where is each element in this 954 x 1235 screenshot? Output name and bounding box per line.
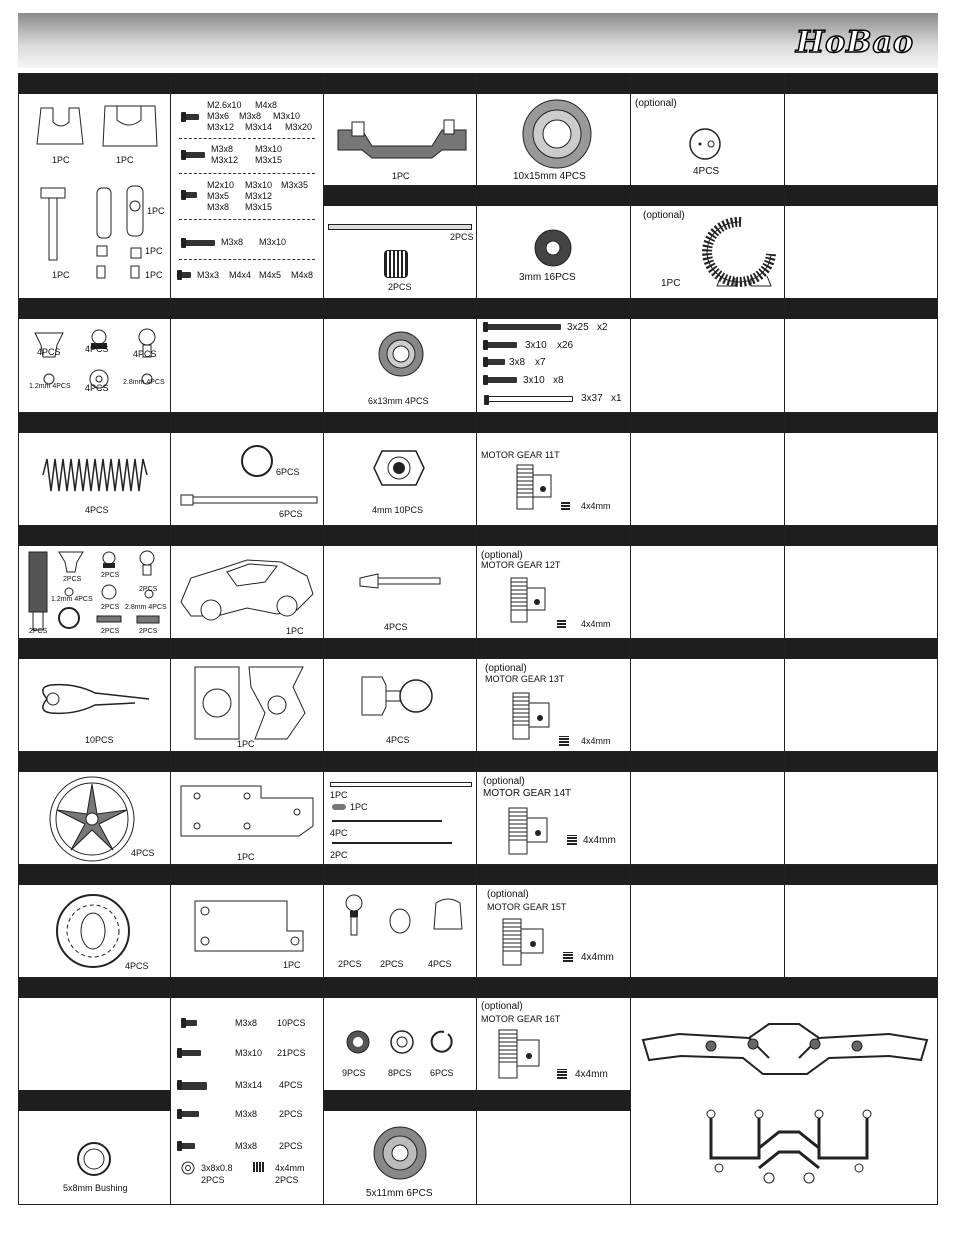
shaft-drawing	[328, 224, 472, 230]
screw-size: 3x37	[581, 393, 603, 404]
part-qty: 4PCS	[85, 383, 109, 393]
brace-drawing	[332, 114, 472, 164]
part-cell-bushing	[18, 1090, 171, 1205]
screw-size: M3x20	[285, 122, 313, 132]
parts-grid	[18, 73, 938, 1205]
part-qty: 1PC	[286, 626, 304, 636]
part-cell-shock-assembly	[18, 525, 171, 639]
steering-arms-drawing	[37, 184, 147, 284]
part-cell-empty	[784, 864, 938, 978]
part-cell-tires	[18, 864, 171, 978]
part-header	[785, 413, 937, 433]
part-cell-motor-gear-15t	[476, 864, 631, 978]
motor-heatsink-drawing	[701, 216, 781, 290]
screw-size: M3x35	[281, 180, 309, 190]
battery-plate-drawing	[191, 895, 311, 957]
screw-size: M3x6	[207, 111, 230, 121]
part-cell-screw-list	[170, 977, 324, 1205]
part-cell-optional-heatsink	[630, 185, 785, 299]
part-qty: 2PC	[330, 850, 348, 860]
part-header	[477, 413, 630, 433]
part-cell-shock-shaft	[323, 525, 477, 639]
gear-name: MOTOR GEAR 13T	[485, 674, 565, 684]
part-qty: 4PCS	[384, 622, 408, 632]
part-qty: 6x13mm 4PCS	[368, 396, 429, 406]
screw-size: M3x12	[211, 155, 239, 165]
part-cell-bumper-mounts	[630, 977, 938, 1205]
part-cell-body-shell	[170, 525, 324, 639]
link-drawing	[332, 820, 442, 822]
part-header	[631, 978, 937, 998]
optional-label: (optional)	[635, 98, 677, 109]
part-header	[324, 639, 476, 659]
part-cell-empty	[170, 298, 324, 413]
part-qty: 1.2mm 4PCS	[51, 596, 93, 603]
grub-screw-icon	[253, 1162, 265, 1172]
part-cell-motor-gear-11t	[476, 412, 631, 526]
screw-icon	[487, 359, 505, 365]
part-header	[631, 526, 784, 546]
part-cell-empty	[630, 525, 785, 639]
screw-size: M2.6x10	[207, 100, 242, 110]
part-header	[171, 413, 323, 433]
screw-size: M3x8	[235, 1018, 258, 1028]
part-cell-body-clips	[18, 638, 171, 752]
part-qty: 4PC	[330, 828, 348, 838]
screw-icon	[487, 377, 517, 383]
part-header	[785, 752, 937, 772]
part-qty: 4mm 10PCS	[372, 505, 424, 515]
optional-label: (optional)	[485, 663, 527, 674]
screw-icon	[487, 324, 561, 330]
optional-label: (optional)	[487, 889, 529, 900]
part-cell-bearing-5x11	[323, 1090, 477, 1205]
screw-size: M4x4	[229, 270, 252, 280]
part-qty: 9PCS	[342, 1068, 366, 1078]
grub-screw-icon	[567, 835, 577, 845]
screw-size: M3x14	[245, 122, 273, 132]
wheel-drawing	[47, 774, 137, 864]
part-qty: 1PC	[52, 155, 70, 165]
part-qty: 2PCS	[338, 959, 362, 969]
gear-name: MOTOR GEAR 16T	[481, 1014, 561, 1024]
part-header	[477, 1091, 630, 1111]
part-qty: 8PCS	[388, 1068, 412, 1078]
grub-size: 4x4mm	[275, 1163, 305, 1173]
part-header	[631, 865, 784, 885]
part-cell-ball-ends	[323, 864, 477, 978]
part-header	[631, 639, 784, 659]
link-drawing	[332, 842, 452, 844]
part-cell-empty	[18, 977, 171, 1091]
part-qty: 1PC	[350, 802, 368, 812]
part-cell-ball-stud	[323, 638, 477, 752]
part-qty: 4PCS	[693, 166, 720, 177]
part-cell-empty	[630, 412, 785, 526]
screw-qty: 21PCS	[277, 1048, 306, 1058]
part-cell-empty	[630, 751, 785, 865]
part-qty: 6PCS	[430, 1068, 454, 1078]
part-qty: 1PC	[52, 270, 70, 280]
part-cell-empty	[630, 864, 785, 978]
screw-size: M3x12	[245, 191, 273, 201]
part-cell-motor-gear-16t	[476, 977, 631, 1091]
part-cell-bearing-10x15	[476, 73, 631, 186]
part-cell-empty	[784, 412, 938, 526]
hobao-logo: HoBao	[795, 25, 914, 60]
part-cell-empty	[784, 298, 938, 413]
part-qty: 4PCS	[125, 961, 149, 971]
bearing-drawing	[376, 329, 426, 379]
screw-size: 3x8	[509, 357, 526, 368]
part-qty: 1PC	[145, 270, 163, 280]
part-header	[19, 978, 170, 998]
body-post-mount-drawing	[699, 1108, 879, 1192]
shaft-end-drawing	[358, 568, 444, 598]
screw-size: 3x25	[567, 322, 589, 333]
part-header	[477, 639, 630, 659]
screw-size: M3x10	[273, 111, 301, 121]
screw-size: M3x8	[239, 111, 262, 121]
self-tap-screw-icon	[185, 240, 215, 246]
ball-ends-drawing	[338, 893, 468, 949]
screw-size: M3x10	[245, 180, 273, 190]
part-header	[631, 74, 784, 94]
part-cell-shim	[476, 185, 631, 299]
part-cell-optional-disc	[630, 73, 785, 186]
part-header	[324, 413, 476, 433]
part-header	[324, 752, 476, 772]
part-header	[785, 865, 937, 885]
part-qty: 3mm 16PCS	[519, 272, 576, 283]
part-cell-empty	[630, 638, 785, 752]
flat-screw-icon	[185, 1020, 197, 1026]
part-cell-motor-gear-14t	[476, 751, 631, 865]
gear-name: MOTOR GEAR 12T	[481, 560, 561, 570]
cap-screw-icon	[181, 1111, 199, 1117]
washer-icon	[181, 1161, 195, 1175]
screw-size: M3x8	[221, 237, 244, 247]
part-header	[171, 299, 323, 319]
part-header	[631, 186, 784, 206]
part-cell-empty	[784, 638, 938, 752]
screw-size: M3x5	[207, 191, 230, 201]
pin-icon	[487, 396, 573, 402]
tire-drawing	[49, 891, 139, 971]
part-cell-lock-nut	[323, 412, 477, 526]
screw-size: M3x10	[259, 237, 287, 247]
screw-size: M4x8	[255, 100, 278, 110]
washers-drawing	[340, 1028, 460, 1058]
part-cell-empty	[784, 525, 938, 639]
part-qty: 1PC	[392, 171, 410, 181]
part-cell-empty	[630, 298, 785, 413]
part-header	[477, 978, 630, 998]
body-shell-drawing	[177, 554, 317, 624]
part-qty: 4PCS	[386, 735, 410, 745]
part-cell-shaft	[323, 185, 477, 299]
part-header	[631, 299, 784, 319]
screw-qty: x8	[553, 375, 564, 386]
part-cell-esc-plate	[170, 751, 324, 865]
part-header	[19, 526, 170, 546]
motor-mount-drawing	[189, 663, 309, 743]
screw-size: M4x5	[259, 270, 282, 280]
optional-label: (optional)	[483, 776, 525, 787]
part-qty: 10PCS	[85, 735, 114, 745]
pinion-gear-drawing	[513, 463, 557, 511]
part-header	[19, 865, 170, 885]
pinion-gear-drawing	[505, 806, 553, 858]
screw-size: M3x8	[235, 1109, 258, 1119]
part-qty: 1PC	[330, 790, 348, 800]
part-header	[631, 413, 784, 433]
part-qty: 1PC	[116, 155, 134, 165]
part-qty: 1PC	[147, 206, 165, 216]
part-cell-springs	[18, 412, 171, 526]
part-header	[324, 1091, 476, 1111]
part-header	[171, 978, 323, 998]
part-header	[171, 865, 323, 885]
screw-size: M3x12	[207, 122, 235, 132]
screw-size: M3x8	[211, 144, 234, 154]
part-header	[477, 74, 630, 94]
grub-screw-icon	[563, 952, 573, 962]
part-qty: 10x15mm 4PCS	[513, 171, 586, 182]
grub-screw-icon	[557, 1069, 567, 1079]
part-cell-empty	[784, 185, 938, 299]
screw-qty: 2PCS	[279, 1141, 303, 1151]
washer-size: 3x8x0.8	[201, 1163, 233, 1173]
part-qty: 6PCS	[276, 467, 300, 477]
grub-screw-icon	[561, 501, 570, 510]
screw-size: M4x8	[291, 270, 314, 280]
part-header	[477, 752, 630, 772]
screw-size: M3x15	[245, 202, 273, 212]
grub-size: 4x4mm	[581, 501, 611, 511]
screw-size: M3x3	[197, 270, 220, 280]
washer-qty: 2PCS	[201, 1175, 225, 1185]
part-cell-empty	[784, 73, 938, 186]
part-qty: 2PCS	[29, 628, 48, 635]
disc-drawing	[685, 126, 725, 162]
part-qty: 4PCS	[428, 959, 452, 969]
screw-qty: 4PCS	[279, 1080, 303, 1090]
part-qty: 2PCS	[139, 586, 158, 593]
part-cell-rods	[323, 751, 477, 865]
flat-screw-icon	[181, 1050, 201, 1056]
grub-size: 4x4mm	[583, 835, 616, 846]
part-cell-wheels	[18, 751, 171, 865]
optional-label: (optional)	[481, 1001, 523, 1012]
part-header	[19, 74, 170, 94]
part-header	[19, 639, 170, 659]
part-qty: 1PC	[283, 960, 301, 970]
part-qty: 6PCS	[279, 509, 303, 519]
part-header	[477, 186, 630, 206]
screw-size: M3x8	[207, 202, 230, 212]
button-screw-icon	[185, 192, 197, 198]
screw-size: M2x10	[207, 180, 235, 190]
part-header	[171, 752, 323, 772]
part-header	[785, 186, 937, 206]
screw-size: M3x10	[255, 144, 283, 154]
part-cell-hubs	[18, 73, 171, 299]
part-qty: 2PCS	[101, 628, 120, 635]
part-qty: 5x11mm 6PCS	[366, 1188, 433, 1199]
part-qty: 2PCS	[63, 576, 82, 583]
lock-nut-drawing	[372, 443, 426, 493]
bearing-drawing	[521, 98, 593, 170]
part-qty: 1PC	[237, 852, 255, 862]
grub-screw-icon	[181, 272, 191, 278]
part-header	[477, 526, 630, 546]
grub-size: 4x4mm	[581, 952, 614, 963]
bumper-drawing	[639, 1018, 931, 1078]
part-cell-battery-plate	[170, 864, 324, 978]
part-cell-empty	[784, 751, 938, 865]
gear-name: MOTOR GEAR 11T	[481, 450, 560, 460]
screw-qty: 2PCS	[279, 1109, 303, 1119]
part-header	[324, 74, 476, 94]
screw-size: M3x14	[235, 1080, 263, 1090]
part-cell-chassis-brace	[323, 73, 477, 186]
pinion-gear-drawing	[509, 691, 555, 741]
screw-size: 3x10	[523, 375, 545, 386]
grub-screw-icon	[559, 736, 569, 746]
pinion-gear-drawing	[499, 917, 549, 969]
screw-size: M3x8	[235, 1141, 258, 1151]
optional-label: (optional)	[643, 210, 685, 221]
part-qty: 4PCS	[37, 347, 61, 357]
part-qty: 2PCS	[101, 604, 120, 611]
part-qty: 1.2mm 4PCS	[29, 383, 71, 390]
body-clip-drawing	[35, 679, 155, 719]
part-qty: 2PCS	[380, 959, 404, 969]
screw-size: M3x15	[255, 155, 283, 165]
part-qty: 4PCS	[133, 349, 157, 359]
pinion-gear-drawing	[495, 1028, 545, 1082]
part-header	[19, 299, 170, 319]
shim-drawing	[531, 226, 575, 270]
screw-qty: x26	[557, 340, 574, 351]
part-qty: 2PCS	[101, 572, 120, 579]
knurled-nut-drawing	[384, 250, 408, 278]
part-header	[19, 1091, 170, 1111]
grub-size: 4x4mm	[581, 619, 611, 629]
flat-screw-icon	[181, 1082, 207, 1090]
part-header	[19, 752, 170, 772]
part-qty: 4PCS	[131, 848, 155, 858]
optional-label: (optional)	[481, 550, 523, 561]
rod-drawing	[330, 782, 472, 787]
part-header	[171, 639, 323, 659]
cap-screw-icon	[181, 1143, 195, 1149]
grub-size: 4x4mm	[575, 1069, 608, 1080]
part-header	[785, 639, 937, 659]
hub-carrier-drawing	[33, 102, 163, 152]
part-header	[324, 526, 476, 546]
gear-name: MOTOR GEAR 15T	[487, 902, 567, 912]
header-banner	[18, 13, 938, 68]
part-header	[324, 186, 476, 206]
screw-qty: 10PCS	[277, 1018, 306, 1028]
part-qty: 5x8mm Bushing	[63, 1183, 128, 1193]
grub-qty: 2PCS	[275, 1175, 299, 1185]
part-cell-bearing-6x13	[323, 298, 477, 413]
screw-size: 3x10	[525, 340, 547, 351]
part-header	[19, 413, 170, 433]
part-qty: 2PCS	[139, 628, 158, 635]
part-cell-hardware	[476, 298, 631, 413]
grub-size: 4x4mm	[581, 736, 611, 746]
part-header	[785, 74, 937, 94]
part-cell-shock-parts	[18, 298, 171, 413]
part-header	[324, 299, 476, 319]
part-header	[477, 299, 630, 319]
bearing-drawing	[372, 1125, 428, 1181]
part-header	[324, 865, 476, 885]
part-header	[171, 526, 323, 546]
pin-drawing	[332, 804, 346, 810]
part-qty: 2.8mm 4PCS	[125, 604, 167, 611]
screw-qty: x2	[597, 322, 608, 333]
part-header	[631, 752, 784, 772]
spring-drawing	[41, 455, 151, 495]
ball-stud-drawing	[358, 671, 444, 721]
pinion-gear-drawing	[507, 576, 551, 624]
part-cell-motor-gear-12t	[476, 525, 631, 639]
part-header	[324, 978, 476, 998]
screw-icon	[487, 342, 517, 348]
grub-screw-icon	[557, 619, 566, 628]
screw-size: M3x10	[235, 1048, 263, 1058]
part-qty: 1PC	[237, 739, 255, 749]
part-qty: 4PCS	[85, 344, 109, 354]
part-qty: 1PC	[145, 246, 163, 256]
part-qty: 1PC	[661, 278, 681, 289]
part-qty: 2PCS	[450, 232, 474, 242]
cap-screw-icon	[185, 152, 205, 158]
part-cell-empty	[476, 1090, 631, 1205]
part-qty: 4PCS	[85, 505, 109, 515]
part-qty: 2PCS	[388, 282, 412, 292]
flat-screw-icon	[185, 114, 199, 120]
esc-plate-drawing	[177, 782, 322, 842]
part-cell-motor-gear-13t	[476, 638, 631, 752]
part-cell-motor-mount	[170, 638, 324, 752]
part-qty: 2.8mm 4PCS	[123, 379, 165, 386]
part-header	[785, 526, 937, 546]
screw-qty: x7	[535, 357, 546, 368]
part-header	[785, 299, 937, 319]
part-header	[477, 865, 630, 885]
part-cell-clips	[170, 412, 324, 526]
part-cell-screws	[170, 73, 324, 299]
bushing-drawing	[74, 1139, 114, 1179]
part-cell-washers	[323, 977, 477, 1091]
screw-qty: x1	[611, 393, 622, 404]
gear-name: MOTOR GEAR 14T	[483, 788, 572, 799]
part-header	[171, 74, 323, 94]
